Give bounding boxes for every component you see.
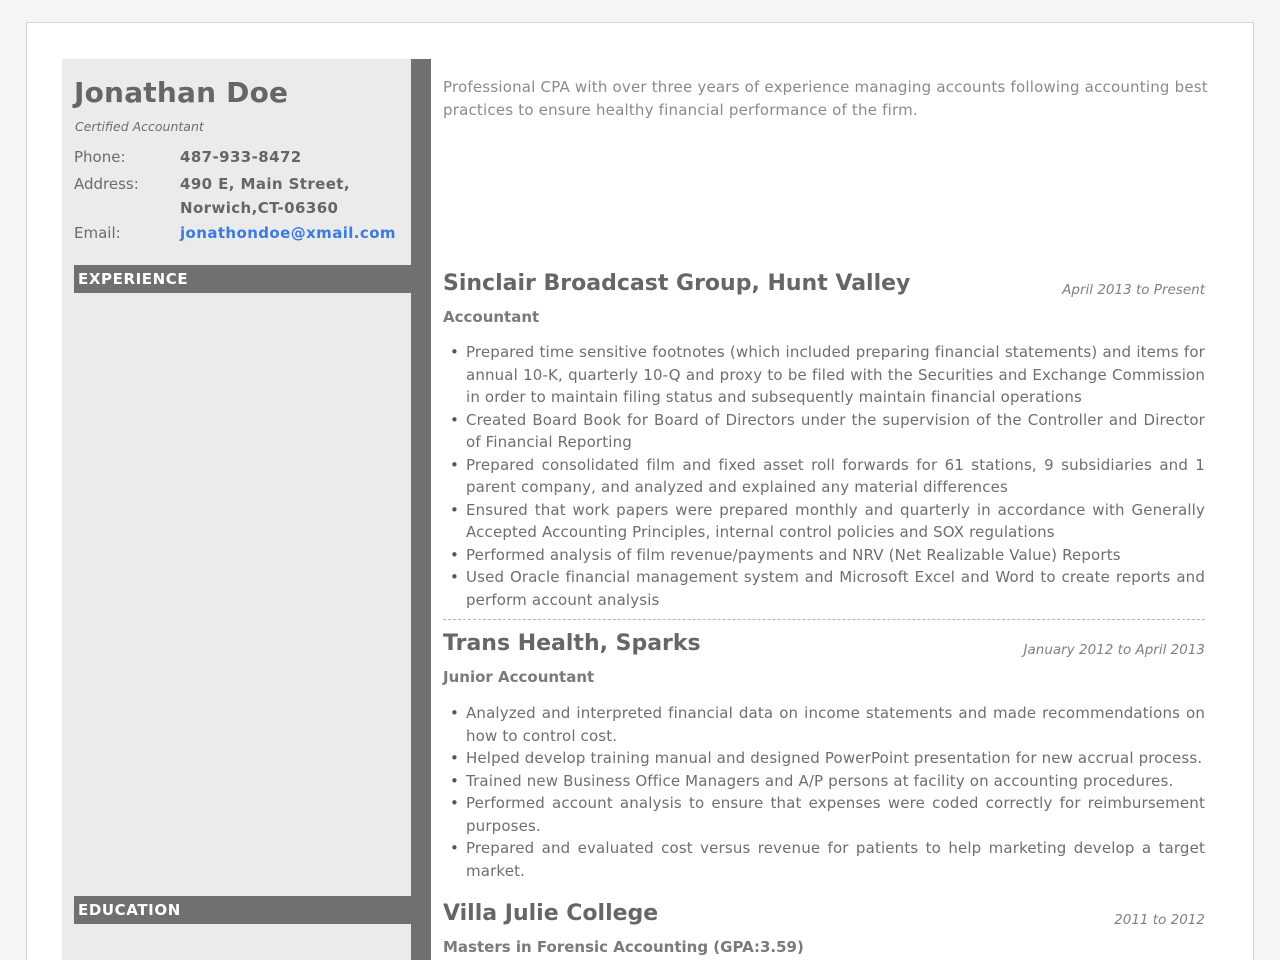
phone-value: 487-933-8472 bbox=[180, 148, 302, 166]
candidate-title: Certified Accountant bbox=[75, 119, 204, 134]
job-separator bbox=[443, 619, 1205, 620]
email-label: Email: bbox=[74, 224, 121, 242]
job-role: Accountant bbox=[443, 308, 540, 326]
list-item: • Performed account analysis to ensure that expenses were coded correctly for reimbursement purposes. bbox=[443, 792, 1205, 837]
list-item: • Created Board Book for Board of Directors under the supervision of the Controller and Director of Financial Reporting bbox=[443, 409, 1205, 454]
sidebar bbox=[62, 59, 412, 960]
list-item: • Used Oracle financial management system and Microsoft Excel and Word to create reports and perform account analysis bbox=[443, 566, 1205, 611]
education-degree: Masters in Forensic Accounting (GPA:3.59) bbox=[443, 938, 804, 956]
job-role: Junior Accountant bbox=[443, 668, 595, 686]
job-dates: January 2012 to April 2013 bbox=[1023, 642, 1205, 658]
list-item: • Prepared consolidated film and fixed asset roll forwards for 61 stations, 9 subsidiaries and 1 parent company, and analyzed and explained any material differences bbox=[443, 454, 1205, 499]
phone-label: Phone: bbox=[74, 148, 126, 166]
job-responsibilities bbox=[443, 702, 1205, 882]
address-label: Address: bbox=[74, 175, 139, 193]
address-line2: Norwich,CT-06360 bbox=[180, 199, 339, 217]
job-company: Sinclair Broadcast Group, Hunt Valley bbox=[443, 271, 911, 296]
job-company: Trans Health, Sparks bbox=[443, 631, 701, 656]
list-item: • Analyzed and interpreted financial data on income statements and made recommendations on how to control cost. bbox=[443, 702, 1205, 747]
list-item: • Helped develop training manual and designed PowerPoint presentation for new accrual process. bbox=[443, 747, 1205, 770]
experience-section-heading: EXPERIENCE bbox=[74, 265, 412, 293]
list-item: • Trained new Business Office Managers and A/P persons at facility on accounting procedures. bbox=[443, 770, 1205, 793]
candidate-name: Jonathan Doe bbox=[74, 76, 289, 109]
list-item: • Prepared and evaluated cost versus revenue for patients to help marketing develop a target market. bbox=[443, 837, 1205, 882]
education-section-heading: EDUCATION bbox=[74, 896, 412, 924]
education-dates: 2011 to 2012 bbox=[1114, 912, 1205, 928]
email-link[interactable]: jonathondoe@xmail.com bbox=[180, 224, 396, 242]
list-item: • Performed analysis of film revenue/payments and NRV (Net Realizable Value) Reports bbox=[443, 544, 1205, 567]
education-school: Villa Julie College bbox=[443, 901, 659, 926]
professional-summary: Professional CPA with over three years of experience managing accounts following accounting best practices to ensure healthy financial performance of the firm. bbox=[443, 78, 1208, 119]
address-line1: 490 E, Main Street, bbox=[180, 175, 350, 193]
job-responsibilities bbox=[443, 341, 1205, 611]
list-item: • Ensured that work papers were prepared monthly and quarterly in accordance with Generally Accepted Accounting Principles, internal control policies and SOX regulations bbox=[443, 499, 1205, 544]
job-dates: April 2013 to Present bbox=[1062, 282, 1205, 298]
list-item: • Prepared time sensitive footnotes (which included preparing financial statements) and items for annual 10-K, quarterly 10-Q and proxy to be filed with the Securities and Exchange Commission in order to maintain filing status and subsequently maintain financial operations bbox=[443, 341, 1205, 409]
sidebar-divider-bar bbox=[411, 59, 431, 960]
